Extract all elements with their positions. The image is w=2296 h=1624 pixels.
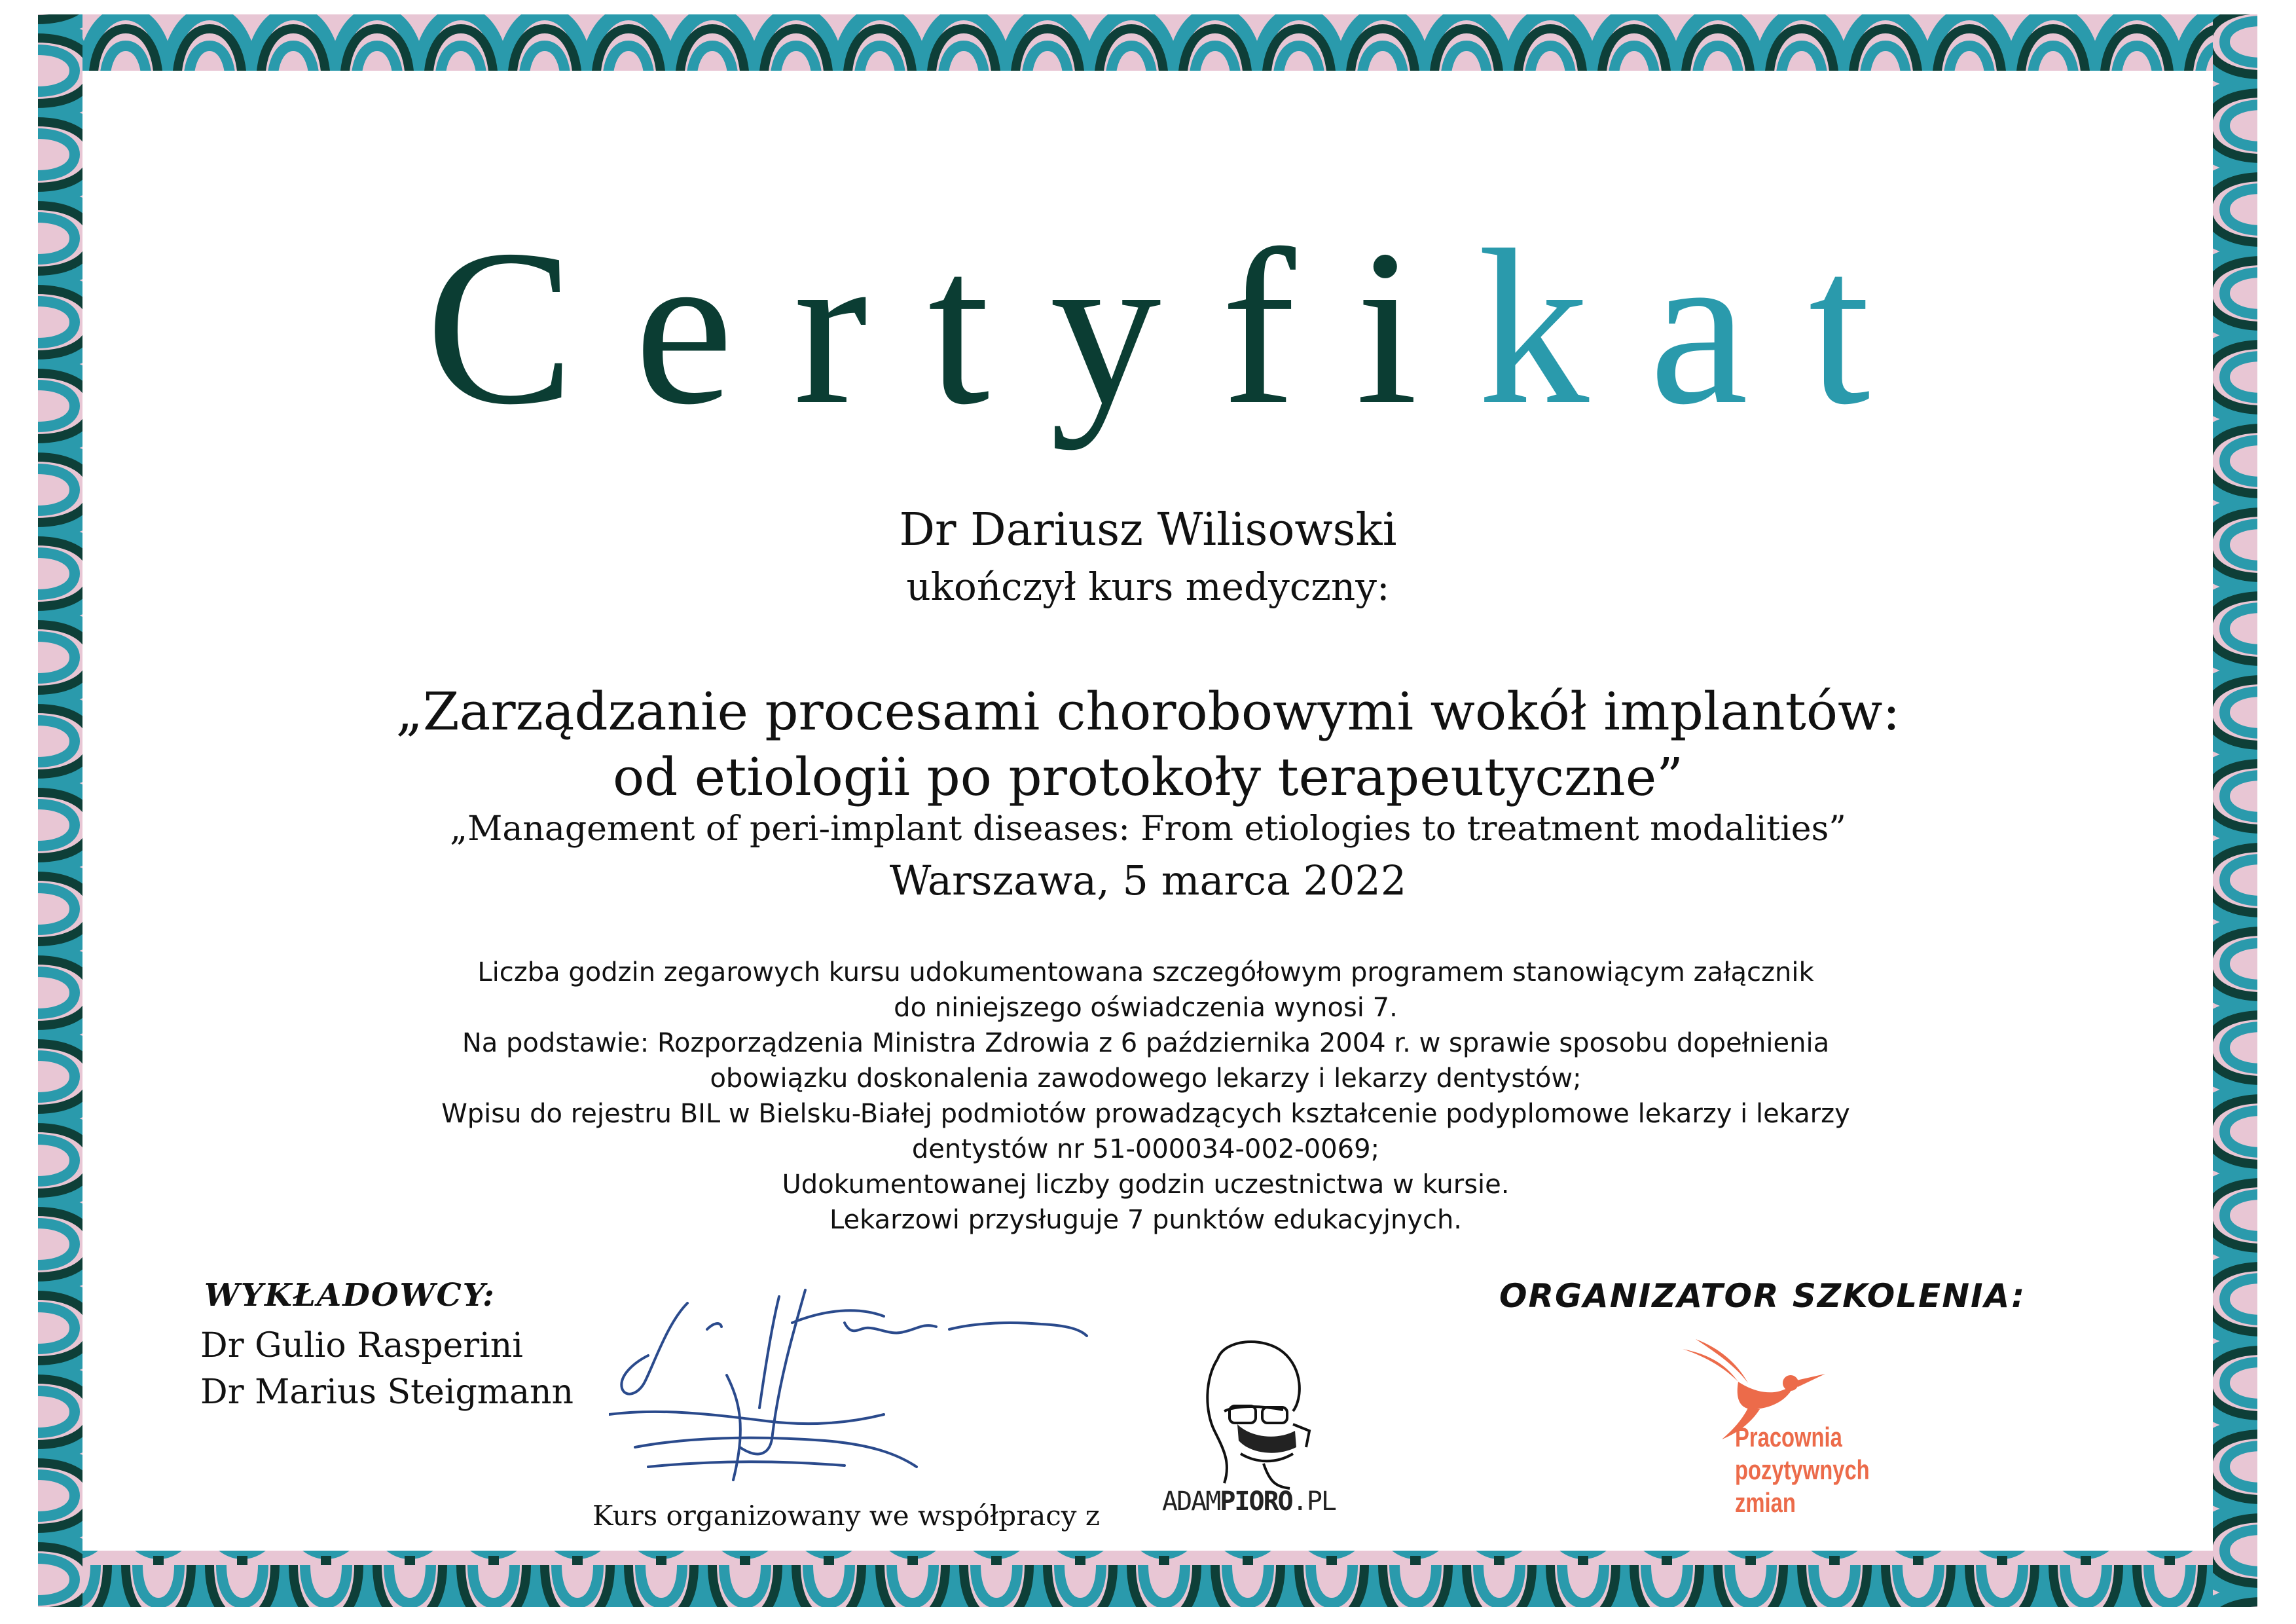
border-top	[38, 14, 2257, 71]
partner-name-light: ADAM	[1162, 1486, 1220, 1517]
partner-logo-text	[1162, 1486, 1336, 1517]
handwritten-signature	[609, 1283, 1093, 1493]
organizer-heading: ORGANIZATOR SZKOLENIA:	[1499, 1277, 2026, 1315]
place-and-date: Warszawa, 5 marca 2022	[889, 857, 1407, 904]
legal-text	[314, 955, 1977, 1238]
title-dark-part: Certyfi	[426, 204, 1478, 451]
legal-line: obowiązku doskonalenia zawodowego lekarzy i lekarzy dentystów;	[710, 1063, 1582, 1094]
organizer-logo-line: Pracownia	[1735, 1422, 1842, 1452]
partner-name-suffix: .PL	[1292, 1486, 1336, 1517]
title-accent-part: kat	[1478, 204, 1931, 451]
organizer-logo-line: pozytywnych	[1735, 1454, 1870, 1485]
legal-line: Liczba godzin zegarowych kursu udokumentowana szczegółowym programem stanowiącym załącznik	[477, 957, 1814, 987]
organizer-logo-line: zmian	[1735, 1487, 1796, 1518]
cooperation-text: Kurs organizowany we współpracy z	[592, 1500, 1100, 1532]
legal-line: Lekarzowi przysługuje 7 punktów edukacyjnych.	[829, 1205, 1463, 1235]
lecturer-name: Dr Marius Steigmann	[200, 1373, 574, 1412]
certificate-title	[0, 204, 2296, 451]
border-bottom	[38, 1551, 2257, 1607]
course-title-en: „Management of peri-implant diseases: From etiologies to treatment modalities”	[450, 809, 1846, 849]
organizer-logo-text	[1735, 1421, 1870, 1519]
legal-line: Wpisu do rejestru BIL w Bielsku-Białej podmiotów prowadzących kształcenie podyplomowe lekarzy i lekarzy	[441, 1099, 1850, 1129]
legal-line: Na podstawie: Rozporządzenia Ministra Zdrowia z 6 października 2004 r. w sprawie sposobu dopełnienia	[462, 1028, 1830, 1058]
lecturers-heading: WYKŁADOWCY:	[204, 1277, 496, 1314]
lecturer-name: Dr Gulio Rasperini	[200, 1326, 523, 1365]
legal-line: do niniejszego oświadczenia wynosi 7.	[894, 993, 1398, 1023]
course-title-pl-line1: „Zarządzanie procesami chorobowymi wokół implantów:	[395, 681, 1901, 742]
completion-statement: ukończył kurs medyczny:	[906, 564, 1390, 609]
course-title-pl-line2: od etiologii po protokoły terapeutyczne”	[612, 747, 1684, 807]
partner-portrait-logo	[1178, 1333, 1322, 1490]
legal-line: Udokumentowanej liczby godzin uczestnictwa w kursie.	[782, 1170, 1510, 1200]
recipient-name: Dr Dariusz Wilisowski	[899, 504, 1397, 556]
legal-line: dentystów nr 51-000034-002-0069;	[911, 1134, 1380, 1164]
partner-name-bold: PIORO	[1220, 1486, 1292, 1517]
